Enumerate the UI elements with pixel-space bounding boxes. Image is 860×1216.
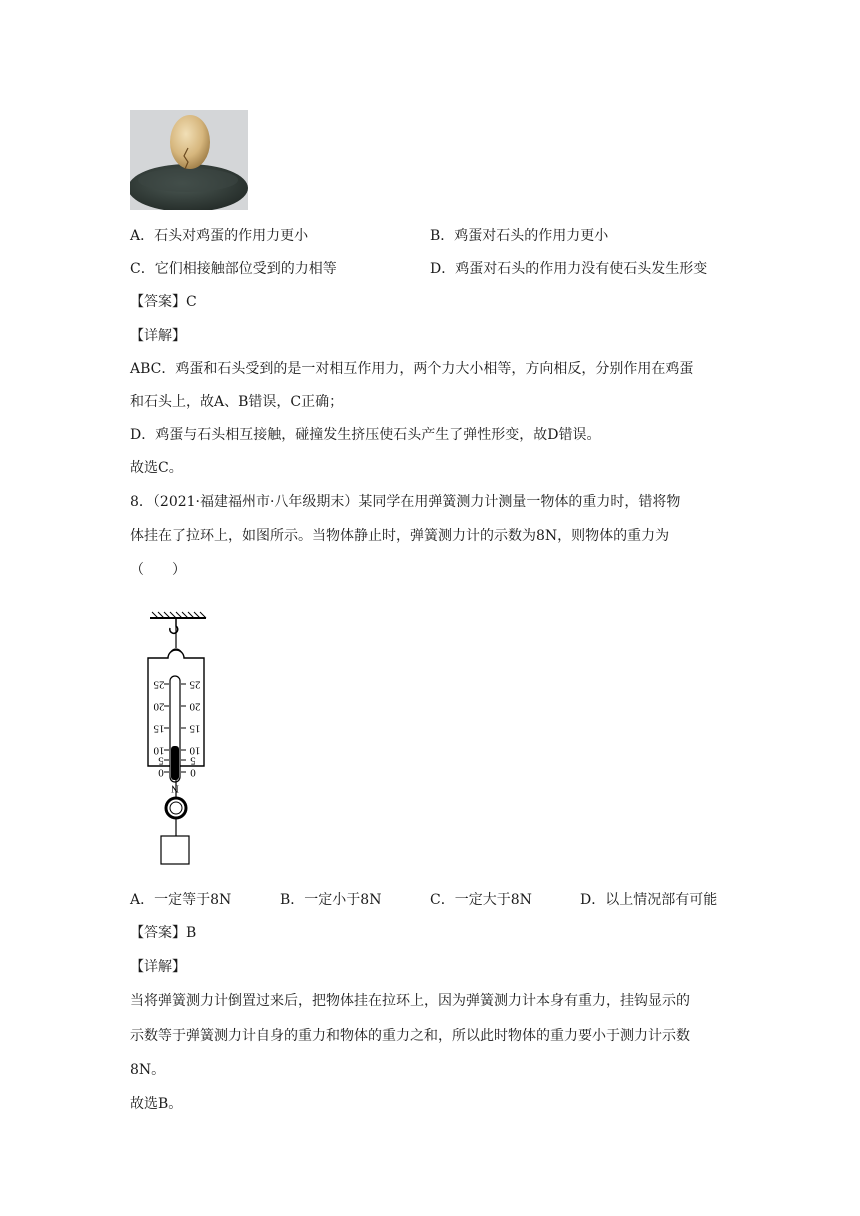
q7-detail-line: 和石头上，故A、B错误，C正确； [130, 394, 344, 410]
q7-conclusion: 故选C。 [130, 460, 183, 476]
scale-label: 5 [158, 754, 164, 767]
scale-label: 0 [158, 766, 164, 779]
q7-answer: 【答案】C [130, 294, 197, 310]
q8-stem-line: 8．（2021·福建福州市·八年级期末）某同学在用弹簧测力计测量一物体的重力时，错将物 [130, 494, 681, 510]
q8-option-c: C．一定大于8N [430, 892, 532, 908]
q8-detail-line: 示数等于弹簧测力计自身的重力和物体的重力之和，所以此时物体的重力要小于测力计示数 [130, 1028, 690, 1044]
q7-detail-title: 【详解】 [130, 328, 186, 344]
q7-detail-line: D．鸡蛋与石头相互接触，碰撞发生挤压使石头产生了弹性形变，故D错误。 [130, 427, 601, 443]
scale-label: 25 [153, 678, 165, 691]
scale-label: 0 [190, 766, 196, 779]
q7-option-a: A．石头对鸡蛋的作用力更小 [130, 228, 309, 244]
q8-option-b: B．一定小于8N [280, 892, 382, 908]
scale-label: 5 [190, 754, 196, 767]
egg-on-stone-photo [130, 110, 248, 210]
spring-scale-figure [144, 610, 214, 870]
scale-unit: N [171, 782, 179, 795]
q8-option-a: A．一定等于8N [130, 892, 232, 908]
q8-detail-title: 【详解】 [130, 959, 186, 975]
q7-option-b: B．鸡蛋对石头的作用力更小 [430, 228, 609, 244]
q8-stem-line: 体挂在了拉环上，如图所示。当物体静止时，弹簧测力计的示数为8N，则物体的重力为 [130, 528, 670, 544]
scale-label: 25 [189, 678, 201, 691]
scale-label: 10 [153, 744, 165, 757]
q8-conclusion: 故选B。 [130, 1096, 183, 1112]
scale-label: 15 [189, 722, 201, 735]
q8-option-d: D．以上情况部有可能 [580, 892, 718, 908]
q8-answer: 【答案】B [130, 925, 197, 941]
scale-label: 10 [189, 744, 201, 757]
q8-stem-blank: （ ） [130, 562, 186, 578]
q7-detail-line: ABC．鸡蛋和石头受到的是一对相互作用力，两个力大小相等，方向相反，分别作用在鸡蛋 [130, 361, 694, 377]
scale-label: 20 [189, 700, 201, 713]
q8-detail-line: 当将弹簧测力计倒置过来后，把物体挂在拉环上，因为弹簧测力计本身有重力，挂钩显示的 [130, 993, 690, 1009]
scale-label: 15 [153, 722, 165, 735]
q7-option-d: D．鸡蛋对石头的作用力没有使石头发生形变 [430, 261, 708, 277]
q7-option-c: C．它们相接触部位受到的力相等 [130, 261, 337, 277]
q8-detail-line: 8N。 [130, 1062, 166, 1078]
scale-label: 20 [153, 700, 165, 713]
